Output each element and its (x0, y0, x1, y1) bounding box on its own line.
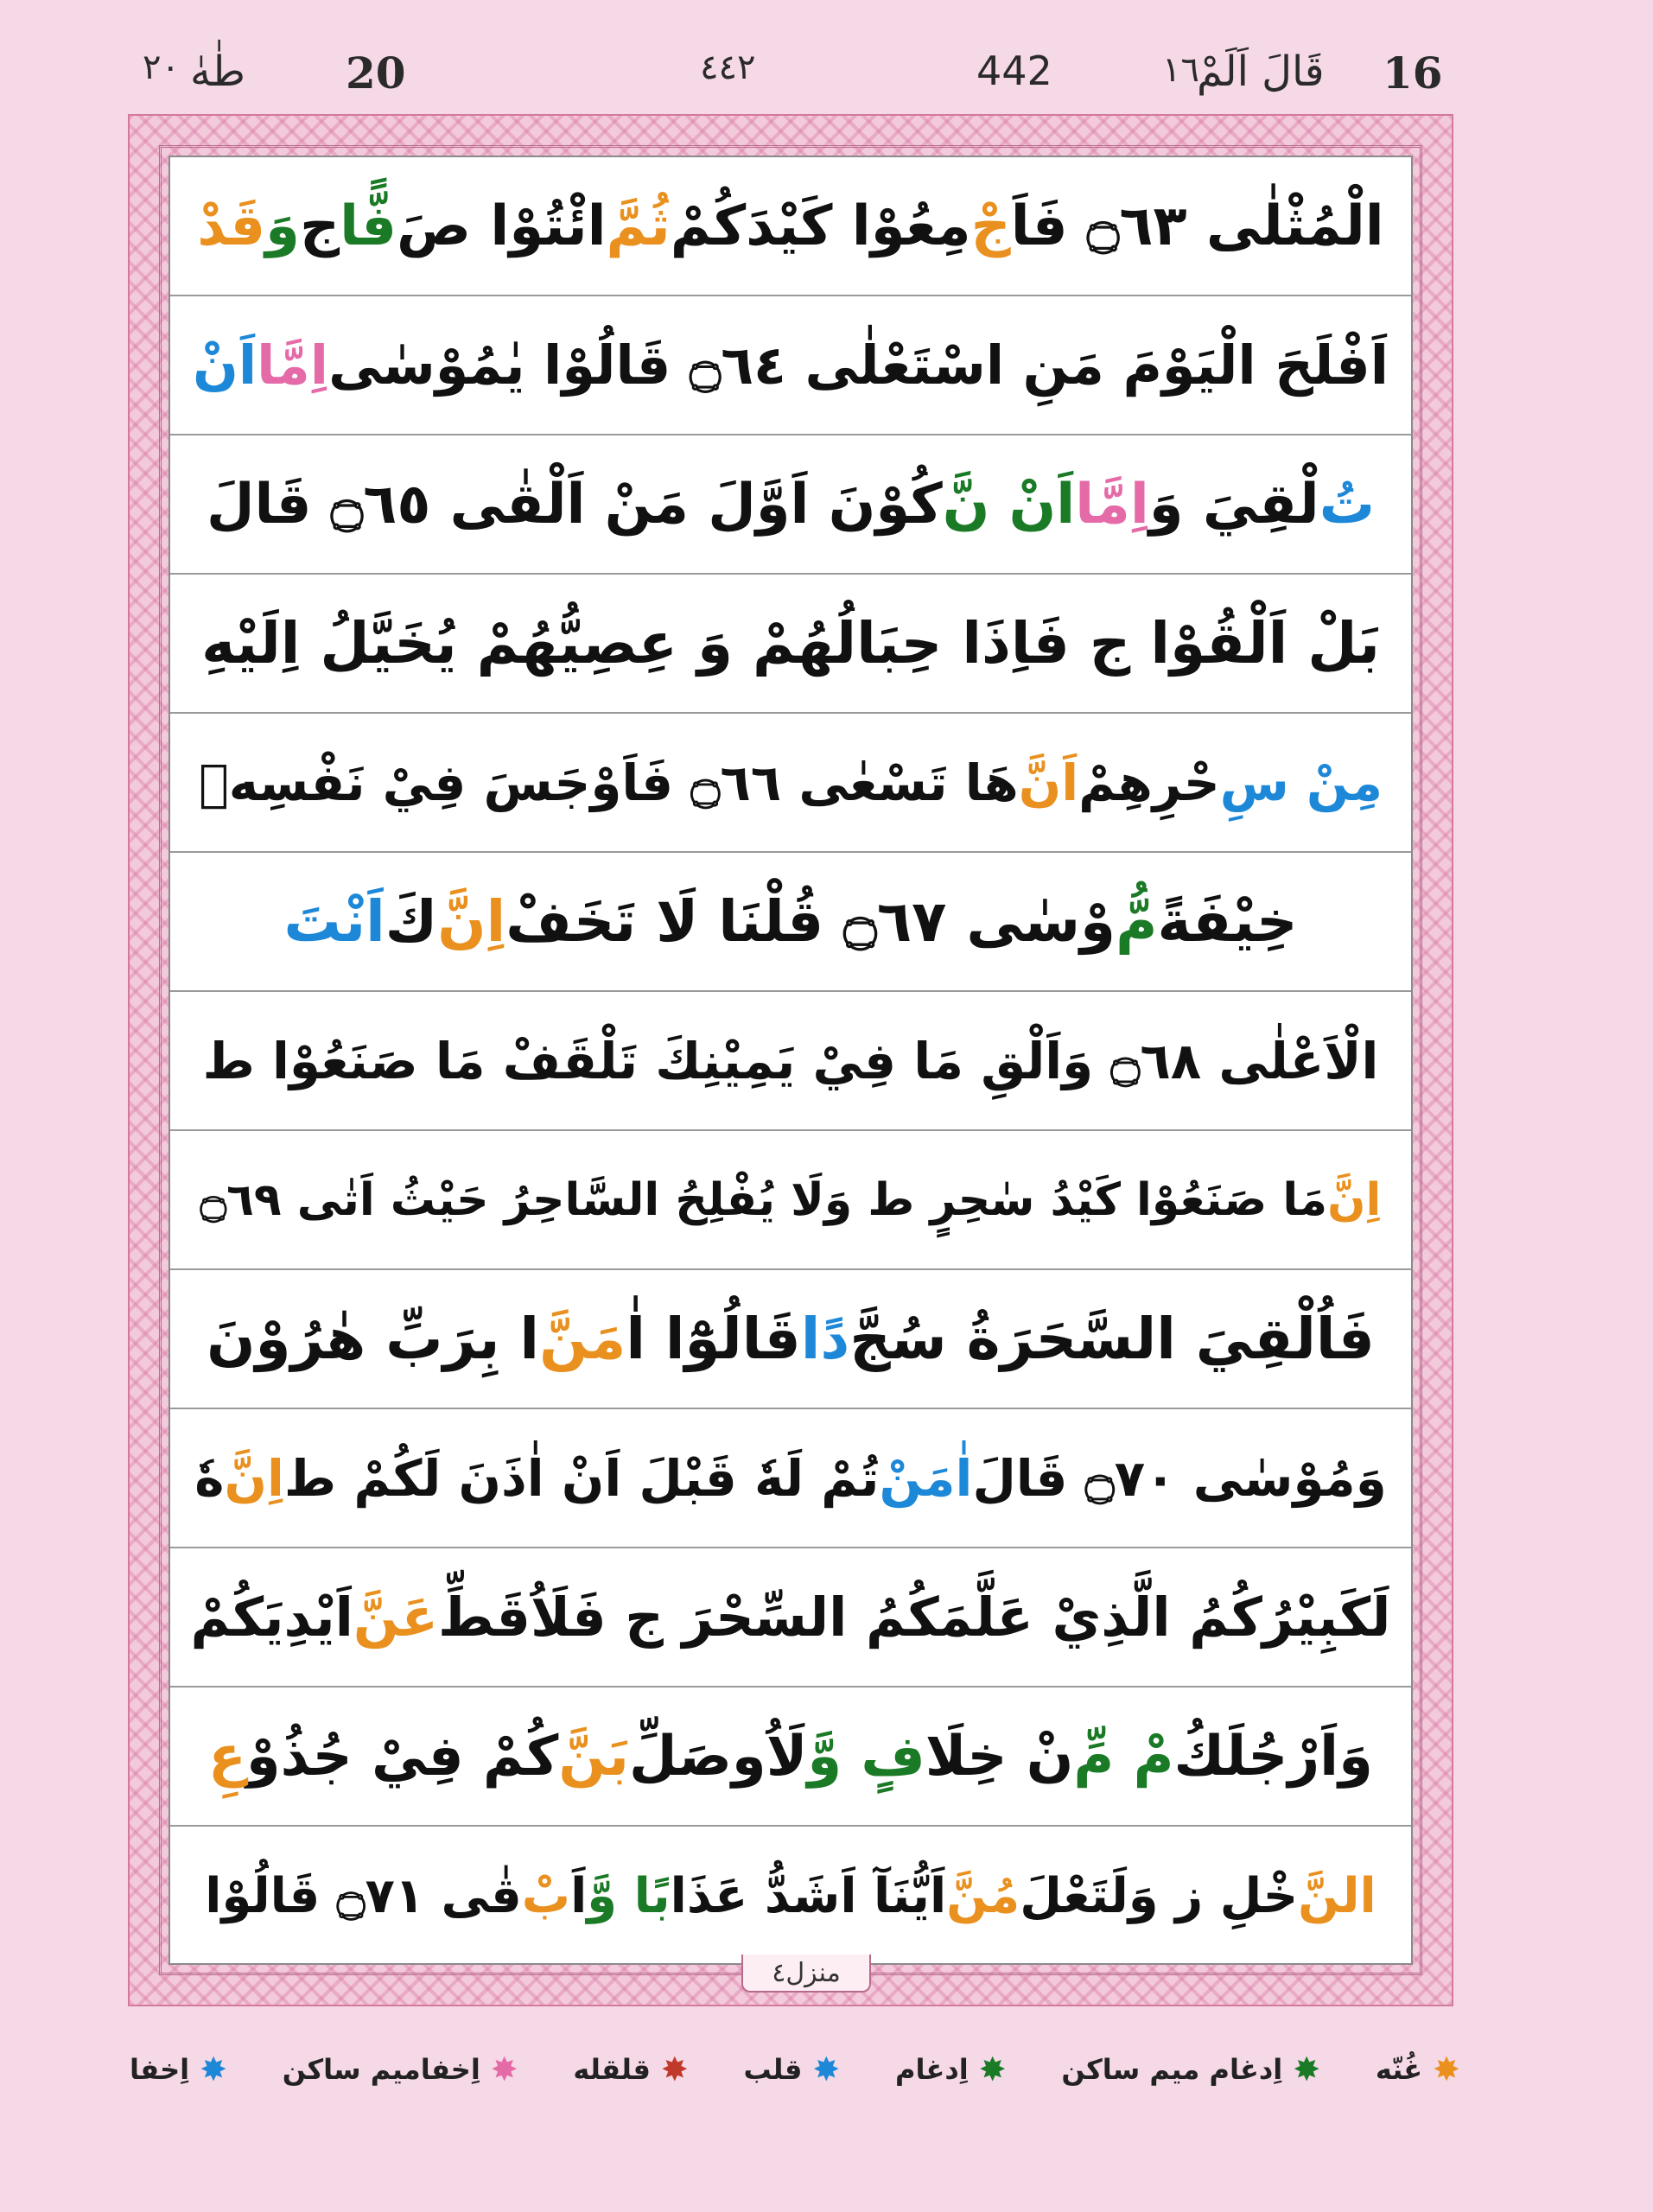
verse-segment: اِنَّ (1327, 1173, 1382, 1226)
verse-segment: الْاَعْلٰى ۝٦٨ وَاَلْقِ مَا فِيْ يَمِيْنِكَ تَلْقَفْ مَا صَنَعُوْا ط (202, 1031, 1379, 1090)
verse-segment: ا بِرَبِّ هٰرُوْنَ (207, 1306, 540, 1372)
verse-segment: خْلِ ز وَلَتَعْلَ (1020, 1868, 1299, 1924)
page-number: 442 (976, 48, 1052, 94)
verse-segment: اِنَّ (437, 888, 506, 955)
verse-segment: اِنَّ (224, 1448, 284, 1508)
juz-number-arabic: ١٦ (1162, 50, 1199, 90)
verse-line (170, 853, 1411, 992)
verse-segment: اَفْلَحَ الْيَوْمَ مَنِ اسْتَعْلٰى ۝٦٤ قَالُوْا يٰمُوْسٰى (328, 334, 1389, 397)
verse-segment: بًا وَّ (587, 1868, 671, 1924)
verse-segment: هَا تَسْعٰى ۝٦٦ فَاَوْجَسَ فِيْ نَفْسِهٖ (198, 753, 1019, 812)
verse-segment: قَالُوْٓا اٰ (626, 1306, 801, 1372)
legend-label: قلقله (573, 2053, 651, 2086)
verse-segment: بْ (521, 1868, 571, 1924)
verse-segment: مُّ (1116, 888, 1158, 955)
verse-segment: مْ مِّ (1073, 1724, 1174, 1789)
legend-label: اِدغام میم ساکن (1061, 2053, 1283, 2086)
verse-segment: اَيْدِيَكُمْ (190, 1586, 353, 1649)
verse-segment: جْ (970, 194, 1011, 258)
juz-number: 16 (1383, 48, 1443, 99)
verse-segment: مَنَّ (539, 1306, 626, 1372)
verse-segment: فًّا (340, 194, 397, 258)
star-icon: ✸ (978, 2050, 1007, 2088)
verse-segment: اِمَّا (1075, 472, 1149, 537)
verse-segment: اَنْ نَّ (942, 472, 1076, 537)
verse-segment: مِنْ سِ (1219, 753, 1383, 812)
verse-line (170, 992, 1411, 1131)
verse-segment: بَنَّ (558, 1724, 629, 1789)
page-number-arabic: ٤٤٢ (700, 48, 756, 87)
legend-item (1061, 2050, 1321, 2088)
verse-segment: اَيُّنَآ اَشَدُّ عَذَا (670, 1868, 947, 1924)
verse-line (170, 1131, 1411, 1270)
verse-line (170, 575, 1411, 714)
verse-line (170, 157, 1411, 296)
verse-line (170, 1409, 1411, 1548)
verse-segment: اَنَّ (1018, 753, 1079, 812)
star-icon: ✸ (490, 2050, 518, 2088)
verse-segment: اَنْ (192, 334, 257, 397)
verse-segment: اَنْتَ (283, 888, 385, 955)
verse-segment: فَاُلْقِيَ السَّحَرَةُ سُجَّ (849, 1306, 1375, 1372)
page-header (143, 48, 1460, 117)
verse-segment: مَا صَنَعُوْا كَيْدُ سٰحِرٍ ط وَلَا يُفْلِحُ السَّاحِرُ حَيْثُ اَتٰى ۝٦٩ (200, 1173, 1328, 1226)
star-icon: ✸ (660, 2050, 689, 2088)
verse-segment: عِ (208, 1724, 246, 1789)
verse-segment: اَ (570, 1868, 588, 1924)
legend-item (743, 2050, 841, 2088)
verse-segment: ائْتُوْا صَ (397, 194, 607, 258)
star-icon: ✸ (812, 2050, 841, 2088)
verse-segment: خِيْفَةً (1157, 888, 1298, 955)
legend-label: غُنّه (1375, 2053, 1423, 2086)
verse-segment: قٰى ۝٧١ قَالُوْا (205, 1868, 522, 1924)
verse-segment: دًا (800, 1306, 850, 1372)
star-icon: ✸ (200, 2050, 227, 2088)
surah-number: 20 (346, 48, 406, 99)
verse-segment: اِمَّا (257, 334, 329, 397)
verse-line (170, 1270, 1411, 1409)
verse-segment: لَكَبِيْرُكُمُ الَّذِيْ عَلَّمَكُمُ السِّحْرَ ج فَلَاُقَطِّ (438, 1586, 1391, 1649)
legend-item (573, 2050, 689, 2088)
verse-line (170, 435, 1411, 575)
verse-segment: كَ (385, 888, 438, 955)
legend-label: قلب (743, 2053, 803, 2086)
legend-item (130, 2050, 227, 2088)
legend-label: اِخفامیم ساکن (282, 2053, 480, 2086)
verse-segment: هٗ (194, 1448, 225, 1508)
verse-segment: النَّ (1298, 1868, 1376, 1924)
verse-segment: عَنَّ (353, 1586, 439, 1649)
verse-segment: تُمْ لَهٗ قَبْلَ اَنْ اٰذَنَ لَكُمْ ط (283, 1448, 880, 1508)
verse-line (170, 296, 1411, 435)
tajweed-legend (130, 2039, 1460, 2100)
verse-segment: وَمُوْسٰى ۝٧٠ قَالَ (972, 1448, 1387, 1508)
legend-label: اِخفا (130, 2053, 190, 2086)
verse-segment: وْسٰى ۝٦٧ قُلْنَا لَا تَخَفْ (505, 888, 1116, 955)
verse-line (170, 714, 1411, 853)
legend-label: اِدغام (895, 2053, 969, 2086)
verse-segment: كُوْنَ اَوَّلَ مَنْ اَلْقٰى ۝٦٥ قَالَ (207, 473, 943, 537)
juz-name: قَالَ اَلَمْ (1197, 48, 1325, 96)
verse-segment: الْمُثْلٰى ۝٦٣ فَاَ (1010, 194, 1384, 258)
verse-segment: لْقِيَ وَ (1148, 472, 1319, 537)
verse-segment: تُ (1319, 472, 1375, 537)
legend-item (282, 2050, 518, 2088)
verse-segment: مُنَّ (946, 1868, 1020, 1924)
verse-segment: نْ خِلَا (925, 1724, 1074, 1789)
verse-segment: ثُمَّ (606, 194, 671, 258)
verse-segment: وَاَرْجُلَكُ (1173, 1724, 1373, 1789)
verse-segment: حْرِهِمْ (1078, 753, 1220, 812)
star-icon: ✸ (1433, 2050, 1460, 2088)
verse-segment: فٍ وَّ (807, 1724, 925, 1789)
verse-line (170, 1548, 1411, 1688)
verse-segment: قَدْ (197, 194, 266, 258)
verse-segment: مِعُوْا كَيْدَكُمْ (670, 194, 971, 258)
verse-line (170, 1827, 1411, 1966)
quran-text-panel (168, 156, 1413, 1965)
verse-segment: كُمْ فِيْ جُذُوْ (245, 1724, 559, 1789)
legend-item (895, 2050, 1007, 2088)
legend-item (1375, 2050, 1460, 2088)
verse-segment: اٰمَنْ (879, 1448, 973, 1508)
verse-segment: ج (299, 194, 340, 258)
star-icon: ✸ (1293, 2050, 1321, 2088)
manzil-label: منزل٤ (741, 1955, 871, 1993)
verse-segment: وَ (265, 194, 300, 258)
verse-segment: بَلْ اَلْقُوْا ج فَاِذَا حِبَالُهُمْ وَ عِصِيُّهُمْ يُخَيَّلُ اِلَيْهِ (201, 610, 1380, 677)
verse-line (170, 1688, 1411, 1827)
surah-name: طٰهٰ (190, 48, 245, 96)
surah-number-arabic: ٢٠ (143, 48, 180, 87)
verse-segment: لَاُوصَلِّ (628, 1724, 808, 1789)
